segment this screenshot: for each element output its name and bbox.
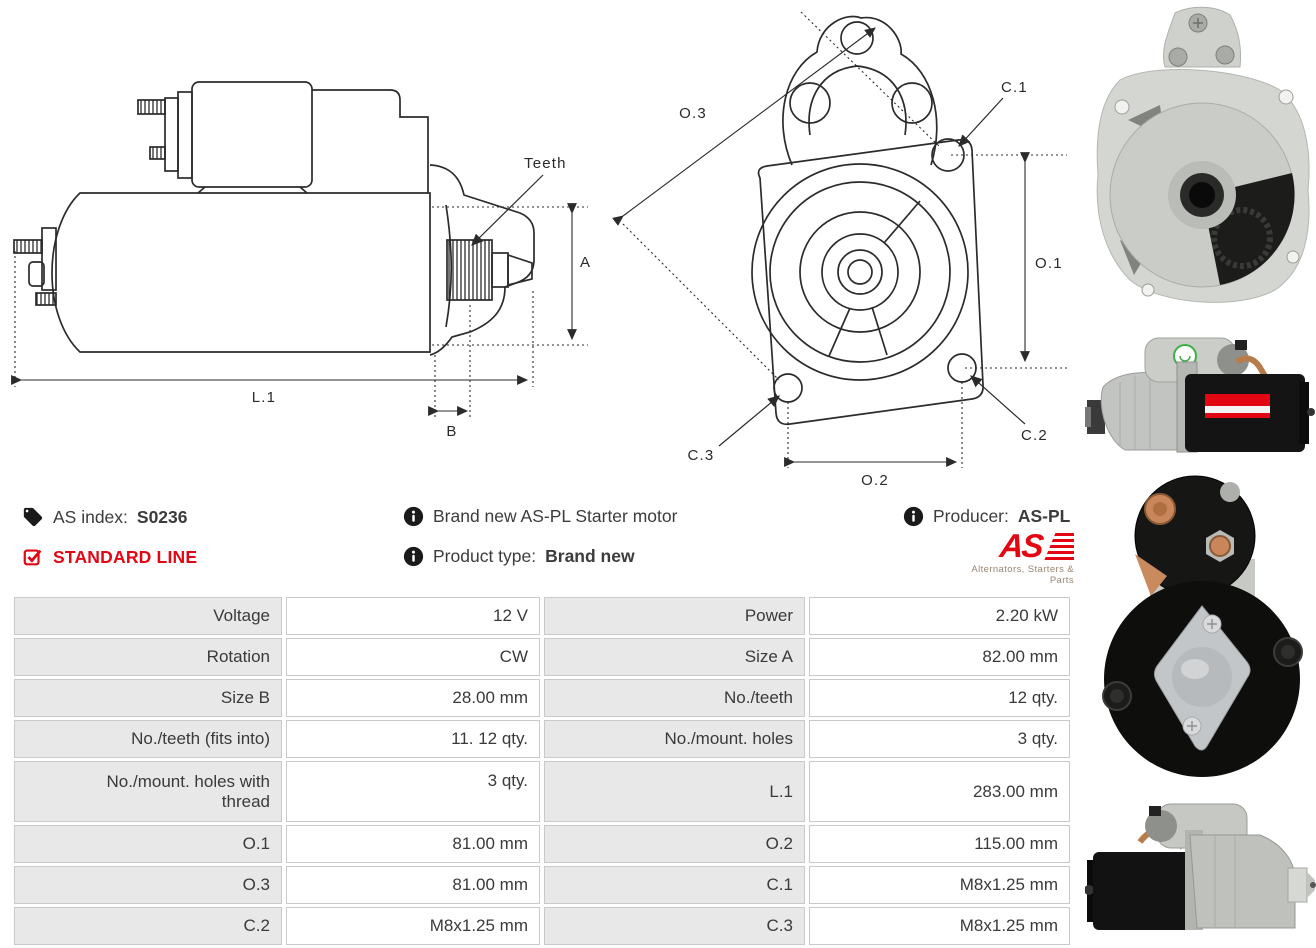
- dimension-l1-label: L.1: [251, 389, 277, 406]
- dimension-o3: [623, 12, 941, 380]
- as-index-label: AS index:: [53, 506, 128, 527]
- spec-label-cell: Voltage: [14, 597, 282, 635]
- product-type-value: Brand new: [545, 546, 635, 566]
- spec-value-cell: 81.00 mm: [286, 825, 540, 863]
- spec-label-cell: O.2: [544, 825, 805, 863]
- info-icon: [903, 506, 924, 527]
- spec-table: [10, 594, 1074, 948]
- starter-side-view-reverse-photo[interactable]: [1085, 790, 1316, 936]
- standard-line-label: STANDARD LINE: [53, 546, 198, 567]
- spec-label-cell: L.1: [544, 761, 805, 822]
- spec-row: [14, 866, 1070, 904]
- spec-label-cell: No./mount. holes with thread: [14, 761, 282, 822]
- spec-value-cell: 12 qty.: [809, 679, 1070, 717]
- spec-label-cell: No./teeth: [544, 679, 805, 717]
- spec-value-cell: 3 qty.: [286, 761, 540, 822]
- teeth-label: Teeth: [524, 155, 567, 172]
- spec-value-cell: 82.00 mm: [809, 638, 1070, 676]
- starter-front-outline: [752, 16, 983, 424]
- dimension-o2: [788, 382, 962, 468]
- spec-value-cell: 3 qty.: [809, 720, 1070, 758]
- spec-row: [14, 679, 1070, 717]
- spec-row: [14, 907, 1070, 945]
- spec-value-cell: 11. 12 qty.: [286, 720, 540, 758]
- teeth-callout: [472, 155, 567, 245]
- spec-label-cell: Size A: [544, 638, 805, 676]
- starter-front-drive-housing-photo[interactable]: [1090, 5, 1316, 330]
- spec-label-cell: C.2: [14, 907, 282, 945]
- tag-icon: [22, 506, 44, 528]
- spec-value-cell: 28.00 mm: [286, 679, 540, 717]
- dimension-c2-label: C.2: [1021, 427, 1048, 444]
- brand-new-row: [403, 506, 677, 527]
- spec-row: [14, 761, 1070, 822]
- dimension-b-label: B: [446, 423, 458, 440]
- spec-label-cell: Rotation: [14, 638, 282, 676]
- dimension-b: [435, 305, 470, 419]
- spec-label-cell: Size B: [14, 679, 282, 717]
- dimension-a-label: A: [580, 254, 592, 271]
- dimension-c1-label: C.1: [1001, 79, 1028, 96]
- checkbox-checked-icon: [22, 546, 44, 568]
- c1-callout-line: [959, 98, 1003, 146]
- dimension-o3-label: O.3: [679, 105, 707, 122]
- dimension-o2-label: O.2: [861, 472, 889, 489]
- spec-label-cell: Power: [544, 597, 805, 635]
- info-icon: [403, 546, 424, 567]
- c3-callout-line: [719, 396, 779, 446]
- spec-row: [14, 597, 1070, 635]
- starter-side-view-photo[interactable]: [1085, 332, 1316, 462]
- producer-row: [903, 506, 1070, 527]
- product-type-label: Product type:: [433, 546, 537, 566]
- info-icon: [403, 506, 424, 527]
- spec-value-cell: 2.20 kW: [809, 597, 1070, 635]
- spec-label-cell: O.3: [14, 866, 282, 904]
- spec-label-cell: C.1: [544, 866, 805, 904]
- as-index-value: S0236: [136, 506, 188, 527]
- spec-label-cell: C.3: [544, 907, 805, 945]
- spec-value-cell: 115.00 mm: [809, 825, 1070, 863]
- dimension-o1-label: O.1: [1035, 255, 1063, 272]
- spec-label-cell: No./teeth (fits into): [14, 720, 282, 758]
- spec-value-cell: M8x1.25 mm: [286, 907, 540, 945]
- standard-line-row: [22, 546, 197, 568]
- spec-value-cell: M8x1.25 mm: [809, 907, 1070, 945]
- brand-new-text: Brand new AS-PL Starter motor: [433, 506, 678, 526]
- product-type-row: [403, 546, 635, 567]
- spec-value-cell: 81.00 mm: [286, 866, 540, 904]
- spec-value-cell: CW: [286, 638, 540, 676]
- spec-label-cell: No./mount. holes: [544, 720, 805, 758]
- as-index-row: [22, 506, 188, 528]
- spec-value-cell: 283.00 mm: [809, 761, 1070, 822]
- producer-value: AS-PL: [1017, 506, 1071, 526]
- starter-side-outline: [14, 82, 534, 355]
- side-view-diagram: [0, 55, 600, 455]
- spec-label-cell: O.1: [14, 825, 282, 863]
- producer-label: Producer:: [933, 506, 1009, 526]
- spec-row: [14, 720, 1070, 758]
- as-pl-logo: [962, 527, 1074, 586]
- spec-row: [14, 638, 1070, 676]
- dimension-c3-label: C.3: [687, 447, 715, 464]
- as-pl-logo-text: AS: [998, 527, 1044, 564]
- c2-callout-line: [971, 376, 1025, 424]
- as-pl-logo-tagline: Alternators, Starters & Parts: [971, 564, 1074, 586]
- as-pl-logo-stripes: [1044, 533, 1074, 561]
- spec-value-cell: M8x1.25 mm: [809, 866, 1070, 904]
- starter-rear-solenoid-photo[interactable]: [1095, 464, 1310, 784]
- spec-row: [14, 825, 1070, 863]
- front-view-diagram: [605, 0, 1080, 495]
- spec-value-cell: 12 V: [286, 597, 540, 635]
